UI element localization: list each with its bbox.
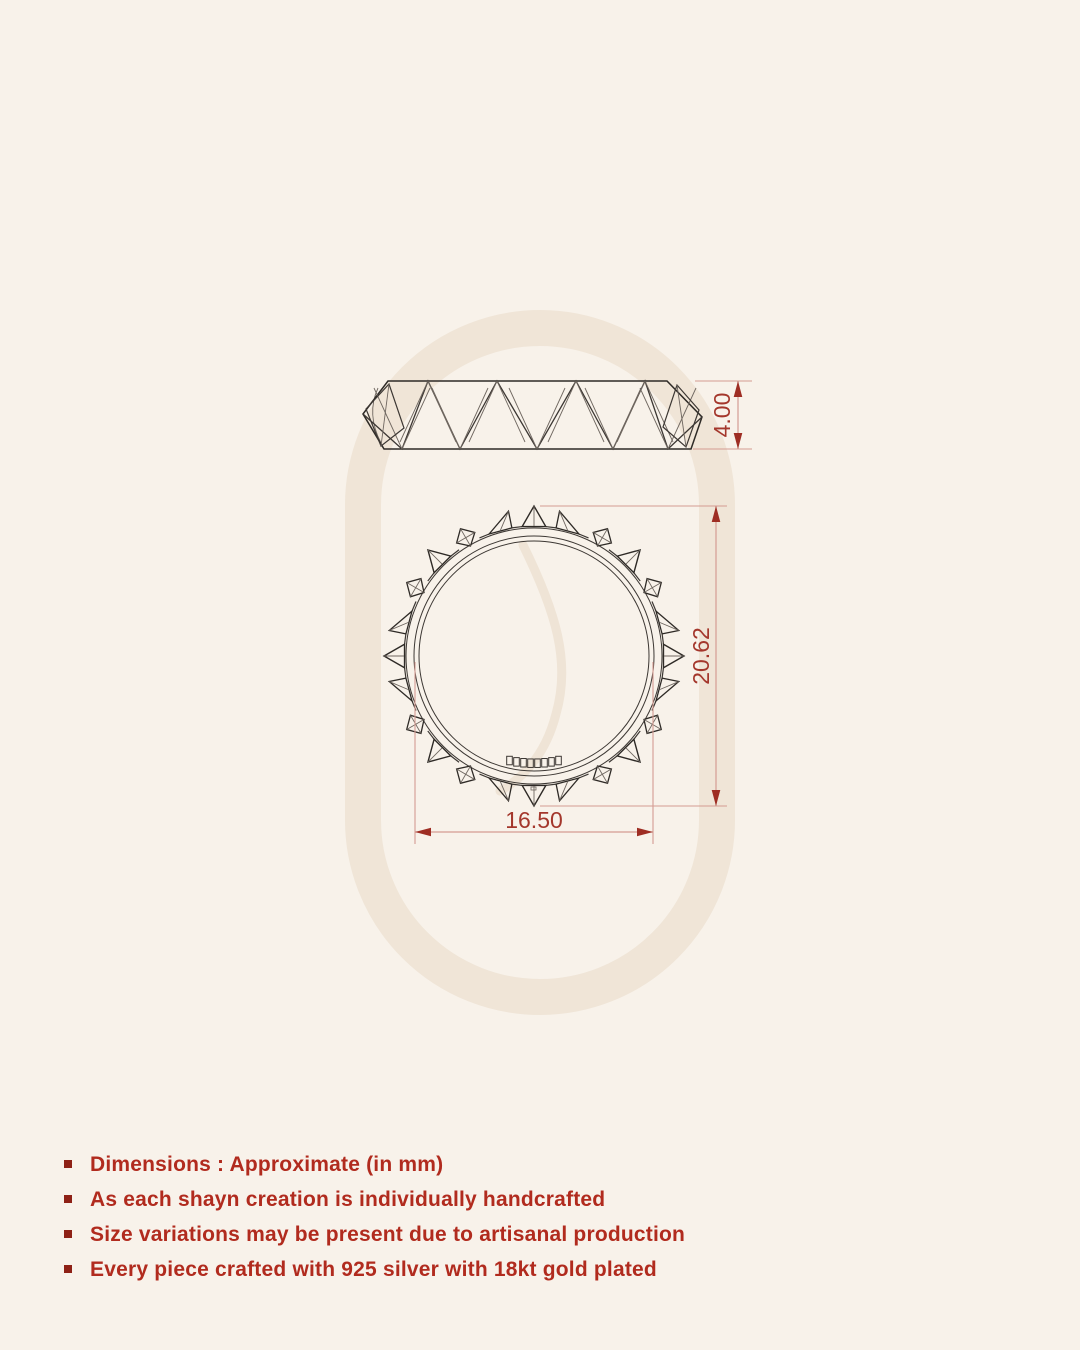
hallmark-stamp: [556, 756, 562, 765]
spike-median: [389, 622, 408, 630]
spike-median: [500, 511, 508, 530]
spike-median: [389, 682, 408, 690]
facet-line: [469, 381, 497, 442]
silhouette-chord: [546, 784, 556, 785]
note-item: [64, 1188, 685, 1211]
facet-line: [497, 381, 525, 442]
silhouette-chord: [405, 634, 406, 644]
silhouette-chord: [652, 601, 656, 611]
silhouette-chord: [512, 527, 522, 528]
note-item: [64, 1258, 685, 1281]
spike-median: [660, 622, 679, 630]
facet-line: [645, 381, 673, 442]
hallmark-stamp: [542, 759, 548, 768]
hallmark-tick: [531, 787, 536, 790]
hallmark-stamp: [514, 758, 520, 767]
note-text: Size variations may be present due to artisanal production: [90, 1223, 686, 1246]
facet-line: [400, 381, 428, 442]
dimension-label: 4.00: [709, 392, 735, 438]
note-text: Every piece crafted with 925 silver with 18kt gold plated: [90, 1258, 657, 1281]
facet-line: [613, 388, 641, 449]
silhouette-chord: [412, 601, 416, 611]
facet-line: [509, 388, 537, 449]
spike-median: [660, 682, 679, 690]
dimension-band-height: [693, 381, 752, 449]
note-item: [64, 1153, 685, 1176]
dimension-label: 20.62: [688, 627, 714, 685]
note-text: As each shayn creation is individually handcrafted: [90, 1188, 606, 1211]
silhouette-chord: [479, 534, 489, 538]
spike-median: [560, 511, 568, 530]
facet-line: [428, 381, 456, 442]
facet-line: [548, 381, 576, 442]
arrowhead-down: [712, 790, 721, 806]
facet-line: [576, 381, 604, 442]
bullet-square-icon: [64, 1195, 72, 1203]
bullet-square-icon: [64, 1230, 72, 1238]
note-item: [64, 1223, 685, 1246]
hallmark-stamp: [549, 758, 555, 767]
facet-line: [537, 388, 565, 449]
silhouette-chord: [662, 668, 663, 678]
facet-line: [402, 388, 430, 449]
silhouette-chord: [662, 634, 663, 644]
note-text: Dimensions : Approximate (in mm): [90, 1153, 444, 1176]
silhouette-chord: [479, 774, 489, 778]
arrowhead-up: [712, 506, 721, 522]
arrowhead-left: [415, 828, 431, 837]
facet-line: [432, 388, 460, 449]
silhouette-chord: [405, 668, 406, 678]
facet-line: [640, 388, 668, 449]
silhouette-chord: [579, 534, 589, 538]
watermark-leaf: [500, 545, 562, 791]
facet-line: [460, 388, 488, 449]
hallmark-stamp: [507, 756, 513, 765]
silhouette-chord: [546, 527, 556, 528]
side-view: [363, 381, 702, 449]
facet-line: [585, 388, 613, 449]
silhouette-chord: [579, 774, 589, 778]
bullet-square-icon: [64, 1160, 72, 1168]
arrowhead-right: [637, 828, 653, 837]
bullet-square-icon: [64, 1265, 72, 1273]
spike-median: [560, 782, 568, 801]
dimension-label: 16.50: [505, 807, 563, 833]
notes-list: [64, 1153, 685, 1293]
